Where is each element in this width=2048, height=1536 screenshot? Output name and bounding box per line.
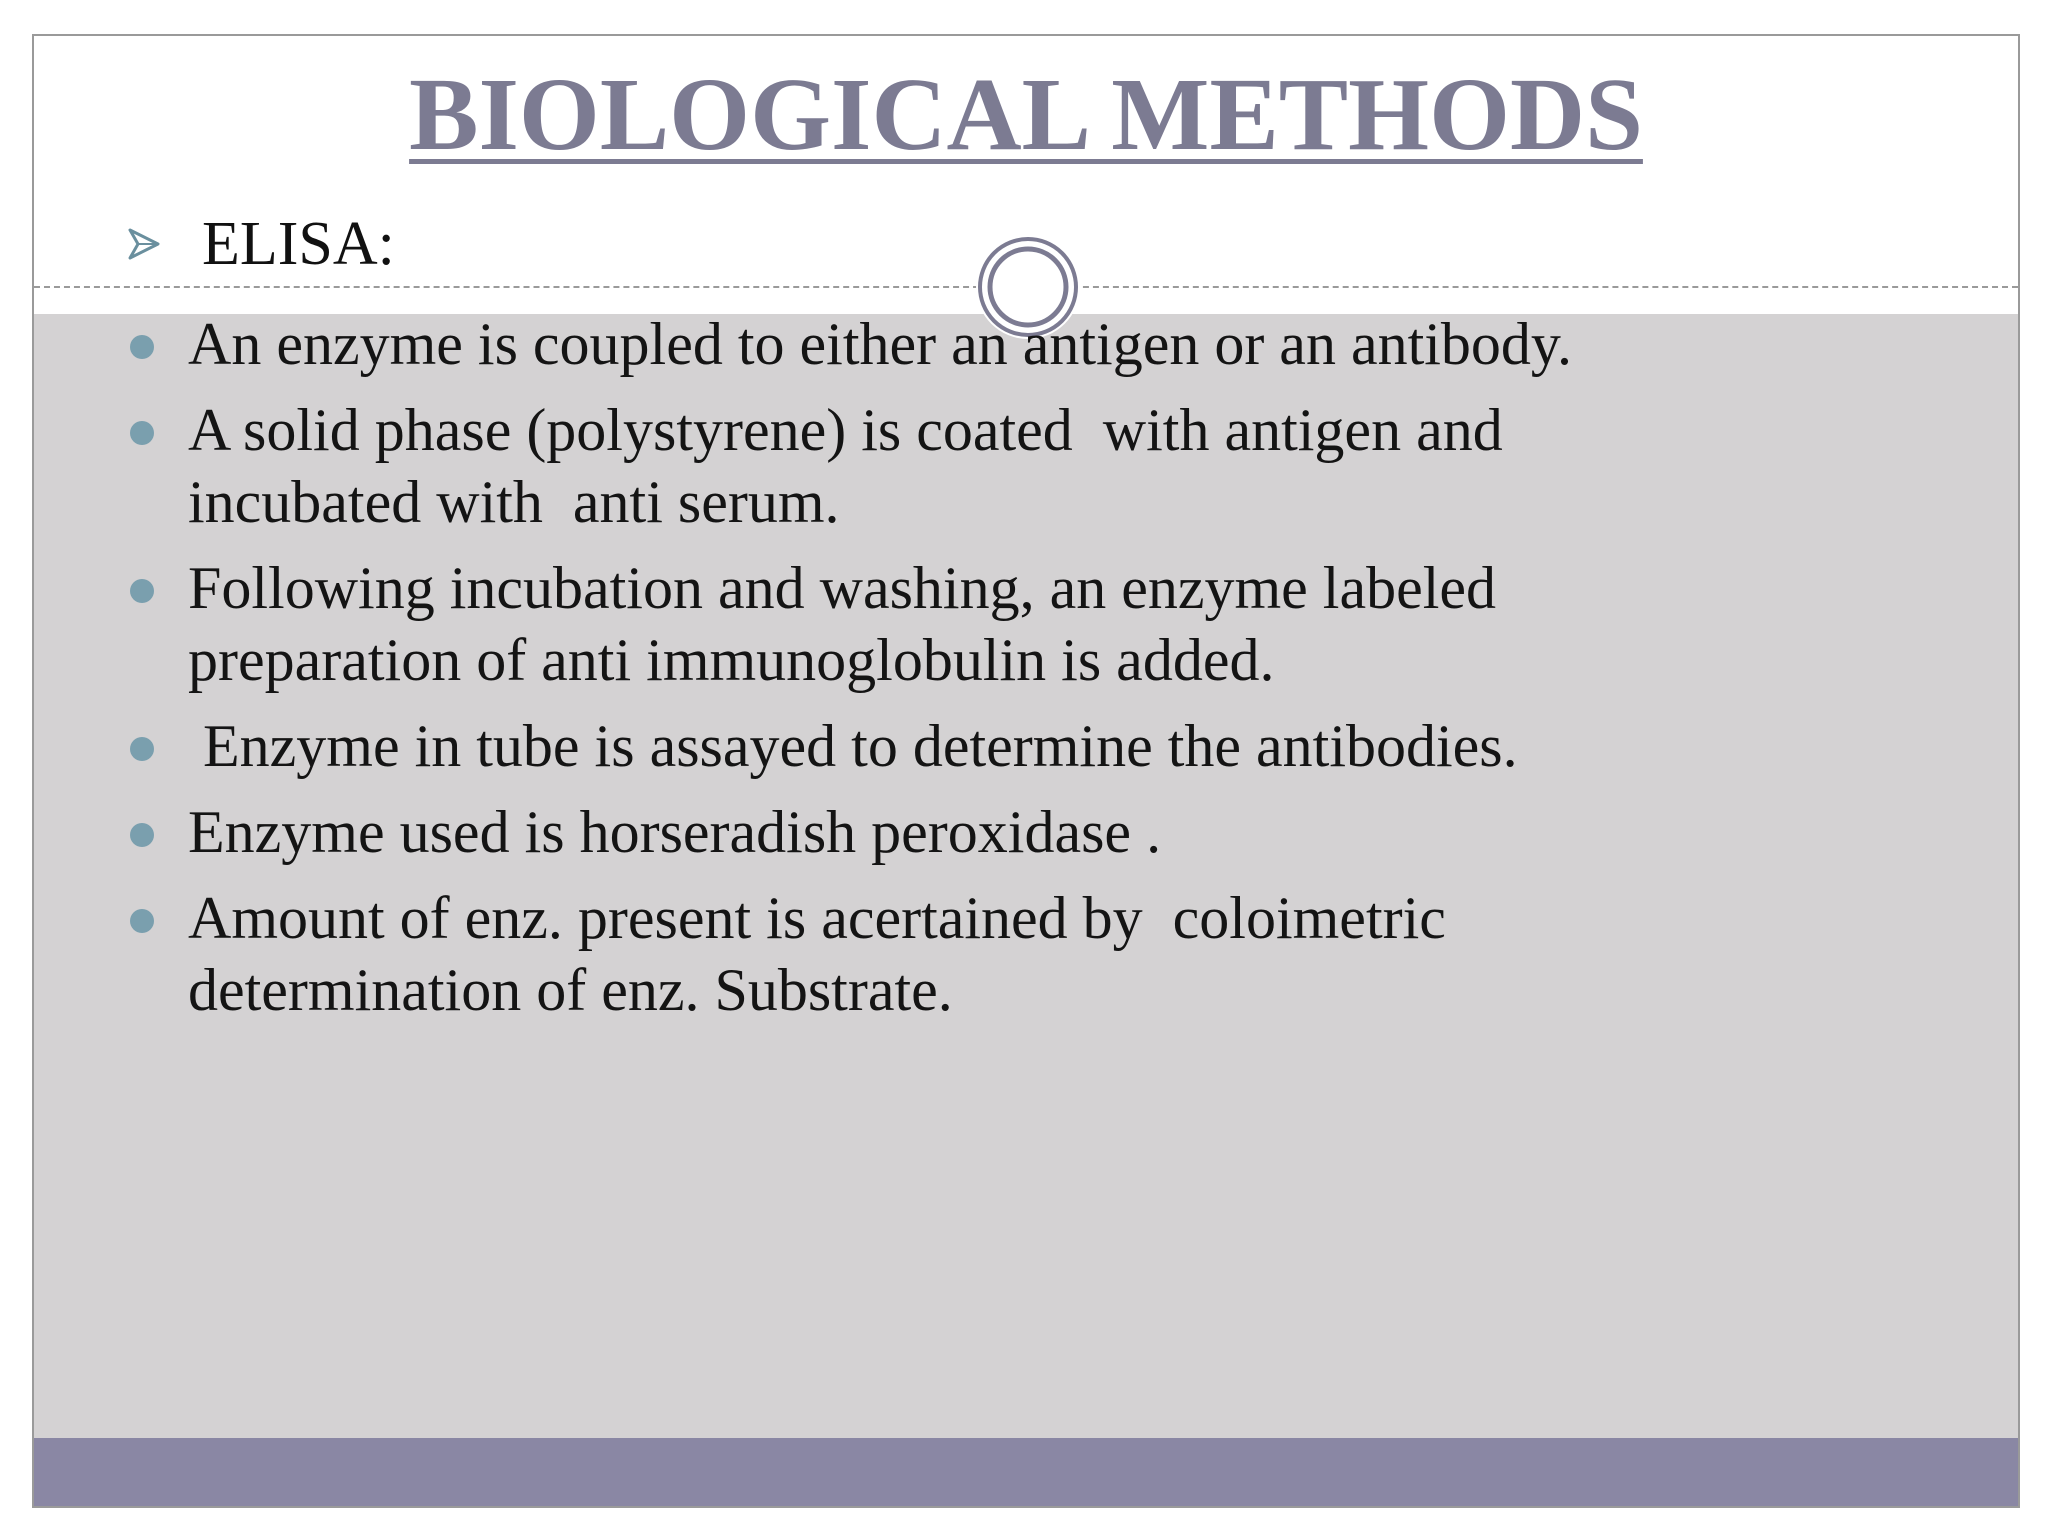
slide-title: BIOLOGICAL METHODS bbox=[409, 57, 1643, 172]
sub-heading bbox=[126, 210, 395, 278]
list-item bbox=[126, 308, 1986, 380]
bullet-text: An enzyme is coupled to either an antigen or an antibody. bbox=[188, 311, 1573, 377]
bullet-text: Enzyme in tube is assayed to determine the antibodies. bbox=[188, 713, 1518, 779]
footer-band bbox=[34, 1438, 2018, 1508]
arrow-bullet-icon bbox=[126, 226, 162, 262]
dot-bullet-icon bbox=[130, 909, 154, 933]
list-item bbox=[126, 796, 1986, 868]
dot-bullet-icon bbox=[130, 579, 154, 603]
list-item bbox=[126, 710, 1986, 782]
slide bbox=[32, 34, 2020, 1508]
bullet-list bbox=[126, 308, 1986, 1040]
bullet-text: Enzyme used is horseradish peroxidase . bbox=[188, 799, 1162, 865]
bullet-text: Amount of enz. present is acertained by coloimetric determination of enz. Substrate. bbox=[188, 885, 1446, 1023]
list-item bbox=[126, 552, 1986, 696]
dot-bullet-icon bbox=[130, 823, 154, 847]
dot-bullet-icon bbox=[130, 737, 154, 761]
list-item bbox=[126, 882, 1986, 1026]
list-item bbox=[126, 394, 1986, 538]
dot-bullet-icon bbox=[130, 335, 154, 359]
bullet-text: Following incubation and washing, an enzyme labeled preparation of anti immunoglobulin is added. bbox=[188, 555, 1497, 693]
bullet-text: A solid phase (polystyrene) is coated with antigen and incubated with anti serum. bbox=[188, 397, 1503, 535]
sub-heading-text: ELISA: bbox=[202, 210, 395, 278]
dot-bullet-icon bbox=[130, 421, 154, 445]
